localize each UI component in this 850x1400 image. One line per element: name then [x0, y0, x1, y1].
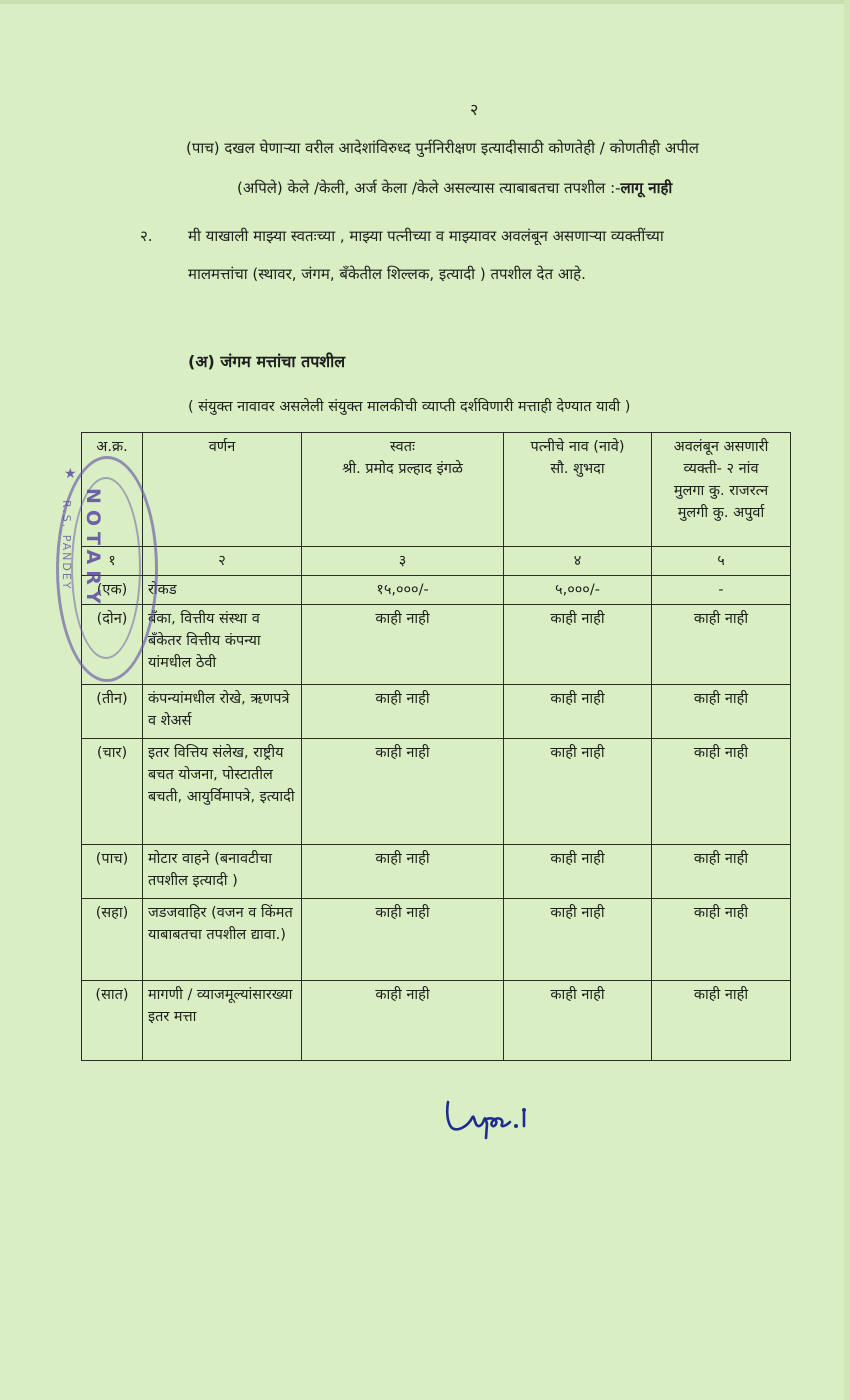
row-dependents-value: काही नाही — [652, 899, 791, 981]
row-spouse-value: काही नाही — [504, 899, 652, 981]
header-self-label: स्वतः — [390, 439, 415, 455]
notary-stamp-text: NOTARY — [82, 488, 104, 610]
header-dependents — [652, 433, 791, 547]
para2-number: २. — [140, 227, 153, 245]
para2-line1: मी याखाली माझ्या स्वतःच्या , माझ्या पत्नीच्या व माझ्यावर अवलंबून असणाऱ्या व्यक्तींच्या — [188, 227, 664, 245]
header-dependents-line: अवलंबून असणारी — [673, 439, 769, 455]
item5-line2-text: (अपिले) केले /केली, अर्ज केला /केले असल्यास त्याबाबतचा तपशील :- — [237, 179, 621, 197]
row-serial: (दोन) — [82, 605, 143, 685]
column-number: ५ — [652, 547, 791, 576]
row-description: इतर वित्तिय संलेख, राष्ट्रीय बचत योजना, पोस्टातील बचती, आयुर्विमापत्रे, इत्यादी — [143, 739, 302, 845]
row-description: मोटार वाहने (बनावटीचा तपशील इत्यादी ) — [143, 845, 302, 899]
row-description: मागणी / व्याजमूल्यांसारख्या इतर मत्ता — [143, 981, 302, 1061]
row-dependents-value: काही नाही — [652, 605, 791, 685]
table-row — [82, 739, 791, 845]
star-icon: ★ — [64, 466, 77, 482]
item5-line2 — [237, 178, 672, 198]
row-self-value: काही नाही — [302, 605, 504, 685]
page-edge — [0, 0, 850, 4]
movable-assets-table — [81, 432, 791, 1061]
row-description: जडजवाहिर (वजन व किंमत याबाबतचा तपशील द्यावा.) — [143, 899, 302, 981]
row-spouse-value: काही नाही — [504, 739, 652, 845]
row-serial: (सहा) — [82, 899, 143, 981]
column-number: ३ — [302, 547, 504, 576]
section-heading: (अ) जंगम मत्तांचा तपशील — [188, 352, 346, 371]
signature — [440, 1090, 560, 1150]
header-spouse-label: पत्नीचे नाव (नावे) — [530, 439, 625, 455]
table-row — [82, 899, 791, 981]
notary-stamp-subtext: R.S. PANDEY — [60, 500, 73, 591]
row-serial: (तीन) — [82, 685, 143, 739]
row-description: कंपन्यांमधील रोखे, ऋणपत्रे व शेअर्स — [143, 685, 302, 739]
table-row — [82, 576, 791, 605]
header-self-name: श्री. प्रमोद प्रल्हाद इंगळे — [342, 461, 463, 477]
row-dependents-value: काही नाही — [652, 739, 791, 845]
row-spouse-value: काही नाही — [504, 605, 652, 685]
row-spouse-value: काही नाही — [504, 981, 652, 1061]
row-self-value: काही नाही — [302, 845, 504, 899]
column-number: ४ — [504, 547, 652, 576]
para2-line2: मालमत्तांचा (स्थावर, जंगम, बँकेतील शिल्लक, इत्यादी ) तपशील देत आहे. — [188, 265, 586, 283]
header-dependents-line: व्यक्ती- २ नांव — [683, 461, 759, 477]
item5-line1: (पाच) दखल घेणाऱ्या वरील आदेशांविरुध्द पुर्ननिरीक्षण इत्यादीसाठी कोणतेही / कोणतीही अपील — [186, 139, 699, 157]
table-header-row — [82, 433, 791, 547]
row-self-value: १५,०००/- — [302, 576, 504, 605]
header-spouse — [504, 433, 652, 547]
column-number-row — [82, 547, 791, 576]
row-dependents-value: काही नाही — [652, 981, 791, 1061]
header-dependents-line: मुलगी कु. अपुर्वा — [677, 505, 765, 521]
row-description: बँका, वित्तीय संस्था व बँकेतर वित्तीय कंपन्या यांमधील ठेवी — [143, 605, 302, 685]
row-serial: (चार) — [82, 739, 143, 845]
row-spouse-value: ५,०००/- — [504, 576, 652, 605]
row-description: रोकड — [143, 576, 302, 605]
table-row — [82, 845, 791, 899]
header-serial: अ.क्र. — [82, 433, 143, 547]
row-dependents-value: - — [652, 576, 791, 605]
header-dependents-line: मुलगा कु. राजरत्न — [673, 483, 769, 499]
row-self-value: काही नाही — [302, 899, 504, 981]
row-self-value: काही नाही — [302, 739, 504, 845]
header-self — [302, 433, 504, 547]
row-dependents-value: काही नाही — [652, 685, 791, 739]
row-spouse-value: काही नाही — [504, 685, 652, 739]
page-number: २ — [470, 100, 479, 119]
row-serial: (पाच) — [82, 845, 143, 899]
row-self-value: काही नाही — [302, 685, 504, 739]
row-serial: (सात) — [82, 981, 143, 1061]
column-number: १ — [82, 547, 143, 576]
row-dependents-value: काही नाही — [652, 845, 791, 899]
table-row — [82, 981, 791, 1061]
row-spouse-value: काही नाही — [504, 845, 652, 899]
item5-answer: लागू नाही — [620, 179, 673, 197]
row-self-value: काही नाही — [302, 981, 504, 1061]
table-row — [82, 685, 791, 739]
table-row — [82, 605, 791, 685]
row-serial: (एक) — [82, 576, 143, 605]
column-number: २ — [143, 547, 302, 576]
header-spouse-name: सौ. शुभदा — [550, 461, 605, 477]
page-edge — [844, 0, 850, 1400]
header-description: वर्णन — [143, 433, 302, 547]
section-note: ( संयुक्त नावावर असलेली संयुक्त मालकीची व्याप्ती दर्शविणारी मत्ताही देण्यात यावी ) — [188, 399, 631, 415]
